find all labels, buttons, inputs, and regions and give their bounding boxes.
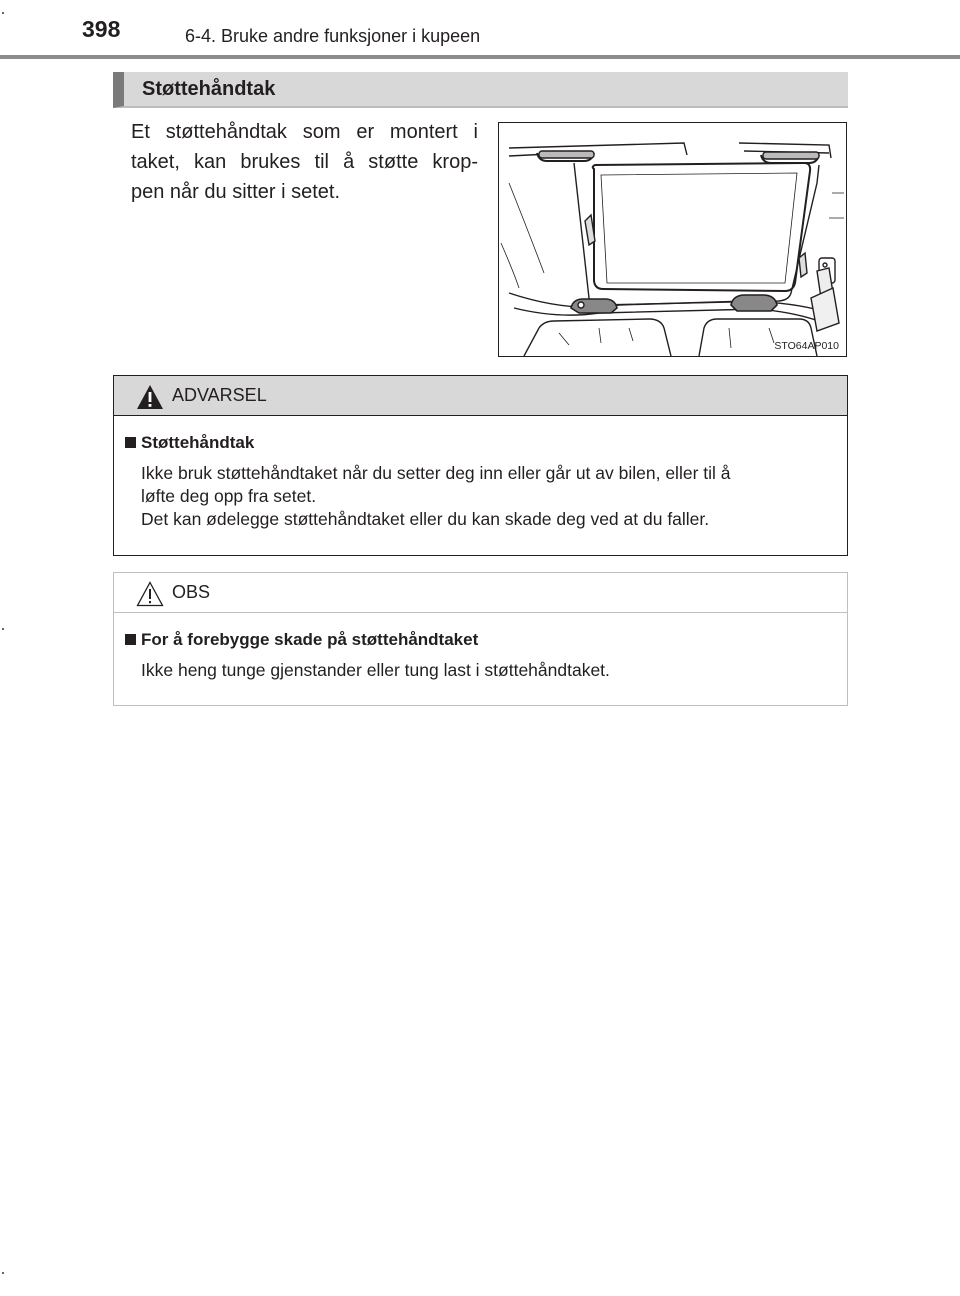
notice-text-line: Ikke heng tunge gjenstander eller tung last i støttehåndtaket. <box>141 660 610 680</box>
bullet-square-icon <box>125 634 136 645</box>
page-number: 398 <box>82 16 121 42</box>
chapter-title: 6-4. Bruke andre funksjoner i kupeen <box>185 26 481 46</box>
notice-text <box>141 659 841 682</box>
bullet-square-icon <box>125 437 136 448</box>
warning-text-line: Det kan ødelegge støttehåndtaket eller du kan skade deg ved at du faller. <box>141 509 710 529</box>
section-heading-bar <box>113 72 848 108</box>
notice-item-title <box>125 630 478 650</box>
crop-mark <box>2 628 4 630</box>
header-rule <box>0 55 960 59</box>
notice-label: OBS <box>172 582 211 602</box>
figure-code: STO64AP010 <box>774 340 839 352</box>
notice-header <box>114 573 847 613</box>
crop-mark <box>2 12 4 14</box>
body-line: taket, kan brukes til å støtte krop- <box>131 151 478 173</box>
notice-item-title-text: For å forebygge skade på støttehåndtaket <box>141 630 479 649</box>
notice-box <box>113 572 848 706</box>
figure-illustration <box>498 122 847 357</box>
warning-item-title-text: Støttehåndtak <box>141 433 255 452</box>
body-line: Et støttehåndtak som er montert i <box>131 121 478 143</box>
car-ceiling-illustration <box>499 123 846 356</box>
body-paragraph <box>131 117 478 207</box>
warning-text-line: Ikke bruk støttehåndtaket når du setter deg inn eller går ut av bilen, eller til å <box>141 463 731 483</box>
section-title: Støttehåndtak <box>142 78 276 100</box>
warning-text <box>141 462 841 531</box>
warning-text-line: løfte deg opp fra setet. <box>141 486 317 506</box>
warning-box <box>113 375 848 556</box>
crop-mark <box>2 1272 4 1274</box>
warning-triangle-outline-icon <box>136 581 164 607</box>
warning-header <box>114 376 847 416</box>
warning-triangle-filled-icon <box>136 384 164 410</box>
body-line: pen når du sitter i setet. <box>131 181 341 203</box>
warning-label: ADVARSEL <box>172 385 267 405</box>
warning-item-title <box>125 433 254 453</box>
